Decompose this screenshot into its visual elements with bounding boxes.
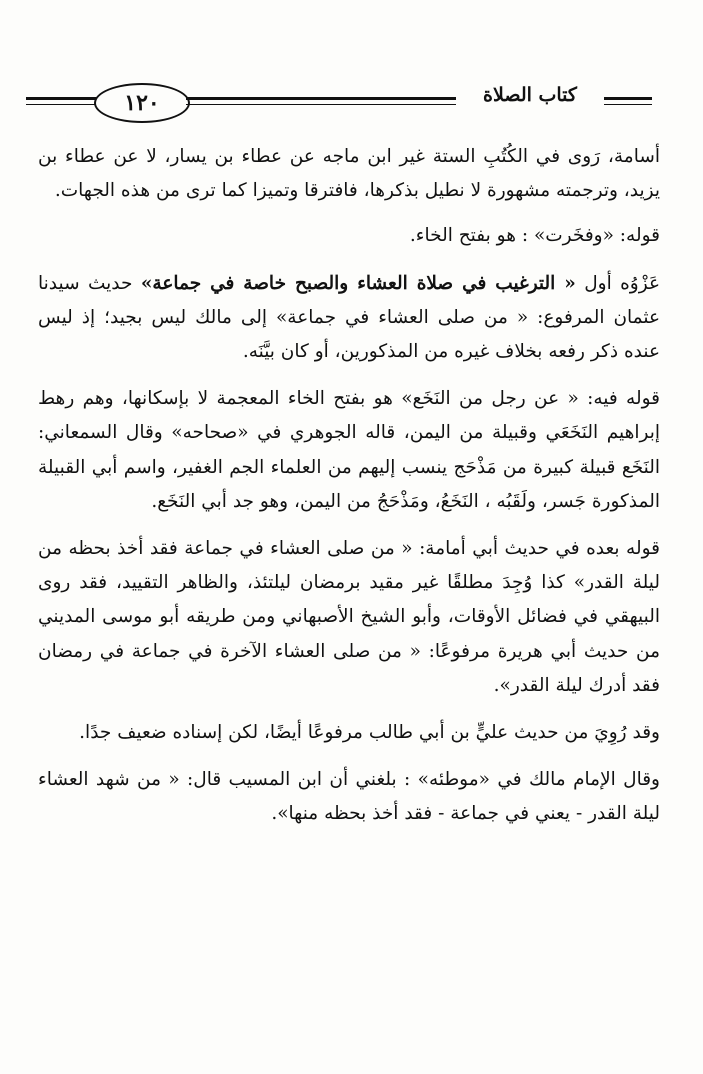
paragraph-text: حديث سيدنا عثمان المرفوع: « من صلى العشاء في جماعة» إلى مالك ليس بجيد؛ إذ ليس عنده ذكر رفعه بخلاف غيره من المذكورين، أو كان بيَّنَه. — [38, 272, 660, 363]
paragraph: أسامة، رَوى في الكُتُبِ الستة غير ابن ماجه عن عطاء بن يسار، لا عن عطاء بن يزيد، وترجمته مشهورة لا نطيل بذكرها، فافترقا وتميزا كما ترى من هذه الجهات. — [38, 146, 660, 202]
paragraph: قوله: «وفخَرت» : هو بفتح الخاء. — [409, 225, 660, 247]
header-rule-middle — [186, 97, 456, 105]
paragraph — [38, 267, 660, 370]
paragraph: وقال الإمام مالك في «موطئه» : بلغني أن ابن المسيب قال: « من شهد العشاء ليلة القدر - يعني في جماعة - فقد أخذ بحظه منها». — [38, 769, 660, 825]
body-text — [38, 140, 660, 845]
running-head: كتاب الصلاة — [483, 84, 577, 106]
paragraph: قوله فيه: « عن رجل من النَخَع» هو بفتح الخاء المعجمة لا بإسكانها، وهم رهط إبراهيم النَخَعَي وقبيلة من اليمن، قاله الجوهري في «صحاحه» وقال السمعاني: النَخَع قبيلة كبيرة من مَذْحَج ينسب إليهم من العلماء الجم الغفير، واسم أبي القبيلة المذكورة جَسر، ولَقَبُه ، النَخَعُ، ومَذْحَجُ من اليمن، وهو جد أبي النَخَع. — [38, 388, 660, 512]
page-number: ١٢٠ — [94, 83, 190, 123]
paragraph-text: عَزْوُه أول — [575, 272, 660, 294]
page-header — [0, 80, 703, 140]
chapter-reference: « الترغيب في صلاة العشاء والصبح خاصة في جماعة» — [140, 272, 576, 294]
header-rule-left — [26, 97, 98, 105]
header-rule-right — [604, 97, 652, 105]
paragraph: وقد رُوِيَ من حديث عليٍّ بن أبي طالب مرفوعًا أيضًا، لكن إسناده ضعيف جدًا. — [79, 722, 660, 744]
paragraph: قوله بعده في حديث أبي أمامة: « من صلى العشاء في جماعة فقد أخذ بحظه من ليلة القدر» كذا وُجِدَ مطلقًا غير مقيد برمضان ليلتئذ، والظاهر التقييد، فقد روى البيهقي في فضائل الأوقات، وأبو الشيخ الأصبهاني ومن طريقه أبو موسى المديني من حديث أبي هريرة مرفوعًا: « من صلى العشاء الآخرة في جماعة في رمضان فقد أدرك ليلة القدر». — [38, 538, 660, 696]
